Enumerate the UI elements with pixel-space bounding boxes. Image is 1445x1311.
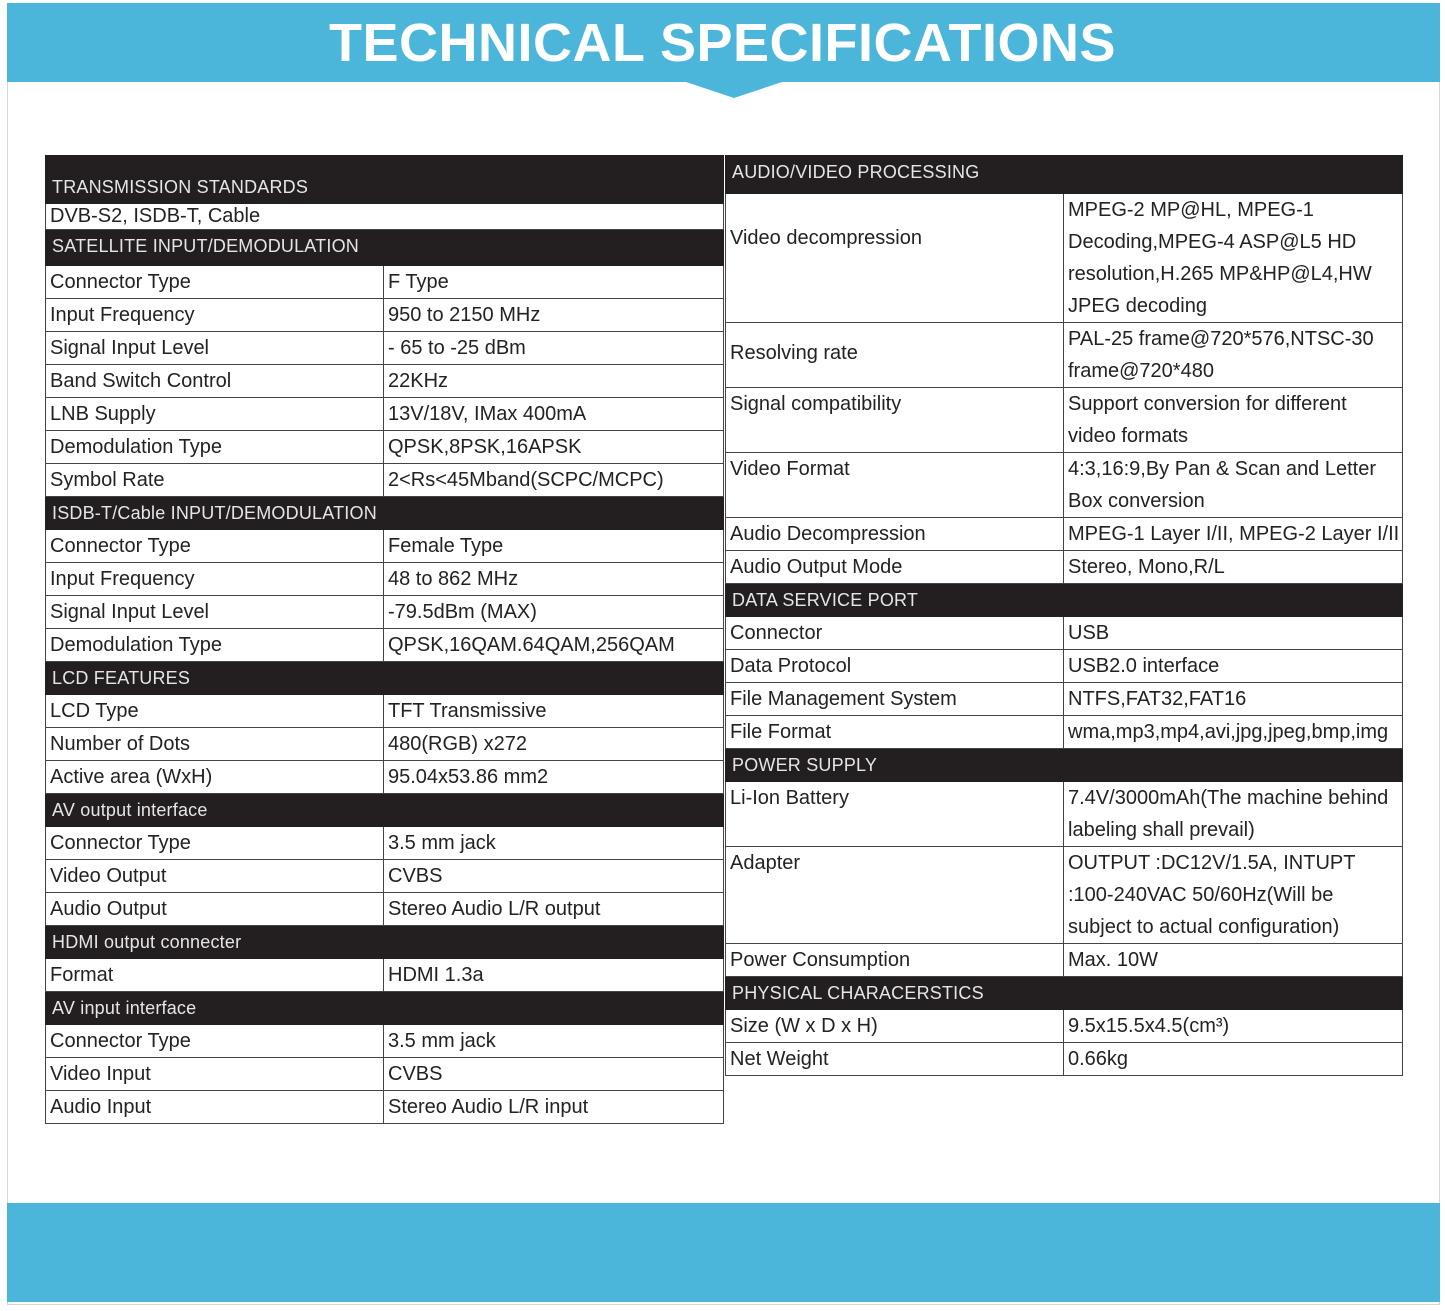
spec-value: CVBS: [384, 860, 724, 893]
spec-label: Video Input: [46, 1058, 384, 1091]
spec-label: Connector Type: [46, 1025, 384, 1058]
spec-table-right: [725, 155, 1403, 1076]
spec-label: Connector Type: [46, 266, 384, 299]
spec-label: Input Frequency: [46, 299, 384, 332]
spec-value: QPSK,16QAM.64QAM,256QAM: [384, 629, 724, 662]
section-header: AV output interface: [46, 794, 724, 827]
spec-value: 0.66kg: [1064, 1043, 1403, 1076]
spec-label: Demodulation Type: [46, 431, 384, 464]
spec-value: NTFS,FAT32,FAT16: [1064, 683, 1403, 716]
spec-label: Signal Input Level: [46, 596, 384, 629]
section-header: POWER SUPPLY: [726, 749, 1403, 782]
spec-value: 2<Rs<45Mband(SCPC/MCPC): [384, 464, 724, 497]
spec-value: wma,mp3,mp4,avi,jpg,jpeg,bmp,img: [1064, 716, 1403, 749]
spec-label: Connector Type: [46, 827, 384, 860]
spec-label: Band Switch Control: [46, 365, 384, 398]
spec-value: PAL-25 frame@720*576,NTSC-30 frame@720*480: [1064, 323, 1403, 388]
spec-label: Signal compatibility: [726, 388, 1064, 453]
section-header: ISDB-T/Cable INPUT/DEMODULATION: [46, 497, 724, 530]
spec-label: Audio Output Mode: [726, 551, 1064, 584]
spec-value: -79.5dBm (MAX): [384, 596, 724, 629]
spec-value: CVBS: [384, 1058, 724, 1091]
spec-value: - 65 to -25 dBm: [384, 332, 724, 365]
spec-label: File Format: [726, 716, 1064, 749]
spec-label: Connector Type: [46, 530, 384, 563]
spec-label: Audio Output: [46, 893, 384, 926]
spec-value: OUTPUT :DC12V/1.5A, INTUPT :100-240VAC 50/60Hz(Will be subject to actual configuration): [1064, 847, 1403, 944]
spec-value: 13V/18V, IMax 400mA: [384, 398, 724, 431]
section-header: DATA SERVICE PORT: [726, 584, 1403, 617]
section-header: SATELLITE INPUT/DEMODULATION: [46, 230, 724, 266]
spec-label: Power Consumption: [726, 944, 1064, 977]
spec-label: Connector: [726, 617, 1064, 650]
section-header: AV input interface: [46, 992, 724, 1025]
section-header: HDMI output connecter: [46, 926, 724, 959]
spec-label: Audio Input: [46, 1091, 384, 1124]
spec-label: File Management System: [726, 683, 1064, 716]
section-header: PHYSICAL CHARACERSTICS: [726, 977, 1403, 1010]
spec-value: 3.5 mm jack: [384, 1025, 724, 1058]
spec-label: Audio Decompression: [726, 518, 1064, 551]
spec-table-left: [45, 155, 724, 1124]
spec-label: Data Protocol: [726, 650, 1064, 683]
spec-value: HDMI 1.3a: [384, 959, 724, 992]
spec-label: Video Format: [726, 453, 1064, 518]
spec-value: Female Type: [384, 530, 724, 563]
spec-value: MPEG-2 MP@HL, MPEG-1 Decoding,MPEG-4 ASP@L5 HD resolution,H.265 MP&HP@L4,HW JPEG decoding: [1064, 194, 1403, 323]
spec-value: Max. 10W: [1064, 944, 1403, 977]
spec-value: 7.4V/3000mAh(The machine behind labeling shall prevail): [1064, 782, 1403, 847]
spec-value: Stereo Audio L/R input: [384, 1091, 724, 1124]
spec-value: 22KHz: [384, 365, 724, 398]
spec-value: MPEG-1 Layer I/II, MPEG-2 Layer I/II: [1064, 518, 1403, 551]
spec-label: Active area (WxH): [46, 761, 384, 794]
spec-label: Input Frequency: [46, 563, 384, 596]
section-header: AUDIO/VIDEO PROCESSING: [726, 156, 1403, 194]
spec-label: Demodulation Type: [46, 629, 384, 662]
spec-label: Signal Input Level: [46, 332, 384, 365]
transmission-standards-value: DVB-S2, ISDB-T, Cable: [46, 204, 724, 230]
spec-value: Stereo Audio L/R output: [384, 893, 724, 926]
section-header: LCD FEATURES: [46, 662, 724, 695]
spec-value: 95.04x53.86 mm2: [384, 761, 724, 794]
spec-label: Size (W x D x H): [726, 1010, 1064, 1043]
spec-label: LCD Type: [46, 695, 384, 728]
section-header: TRANSMISSION STANDARDS: [46, 156, 724, 204]
spec-value: 480(RGB) x272: [384, 728, 724, 761]
header-notch: [686, 82, 782, 98]
spec-label: Adapter: [726, 847, 1064, 944]
spec-value: 3.5 mm jack: [384, 827, 724, 860]
spec-value: 4:3,16:9,By Pan & Scan and Letter Box conversion: [1064, 453, 1403, 518]
spec-value: TFT Transmissive: [384, 695, 724, 728]
spec-label: Number of Dots: [46, 728, 384, 761]
spec-value: F Type: [384, 266, 724, 299]
spec-value: 9.5x15.5x4.5(cm³): [1064, 1010, 1403, 1043]
spec-value: 48 to 862 MHz: [384, 563, 724, 596]
footer-band: [7, 1203, 1440, 1302]
spec-label: Video decompression: [726, 194, 1064, 323]
spec-value: USB: [1064, 617, 1403, 650]
spec-label: Li-Ion Battery: [726, 782, 1064, 847]
spec-label: LNB Supply: [46, 398, 384, 431]
spec-label: Net Weight: [726, 1043, 1064, 1076]
spec-label: Resolving rate: [726, 323, 1064, 388]
spec-value: Stereo, Mono,R/L: [1064, 551, 1403, 584]
spec-value: QPSK,8PSK,16APSK: [384, 431, 724, 464]
spec-label: Format: [46, 959, 384, 992]
page-title: TECHNICAL SPECIFICATIONS: [328, 13, 1117, 73]
spec-label: Symbol Rate: [46, 464, 384, 497]
spec-label: Video Output: [46, 860, 384, 893]
spec-value: USB2.0 interface: [1064, 650, 1403, 683]
spec-value: Support conversion for different video formats: [1064, 388, 1403, 453]
spec-value: 950 to 2150 MHz: [384, 299, 724, 332]
